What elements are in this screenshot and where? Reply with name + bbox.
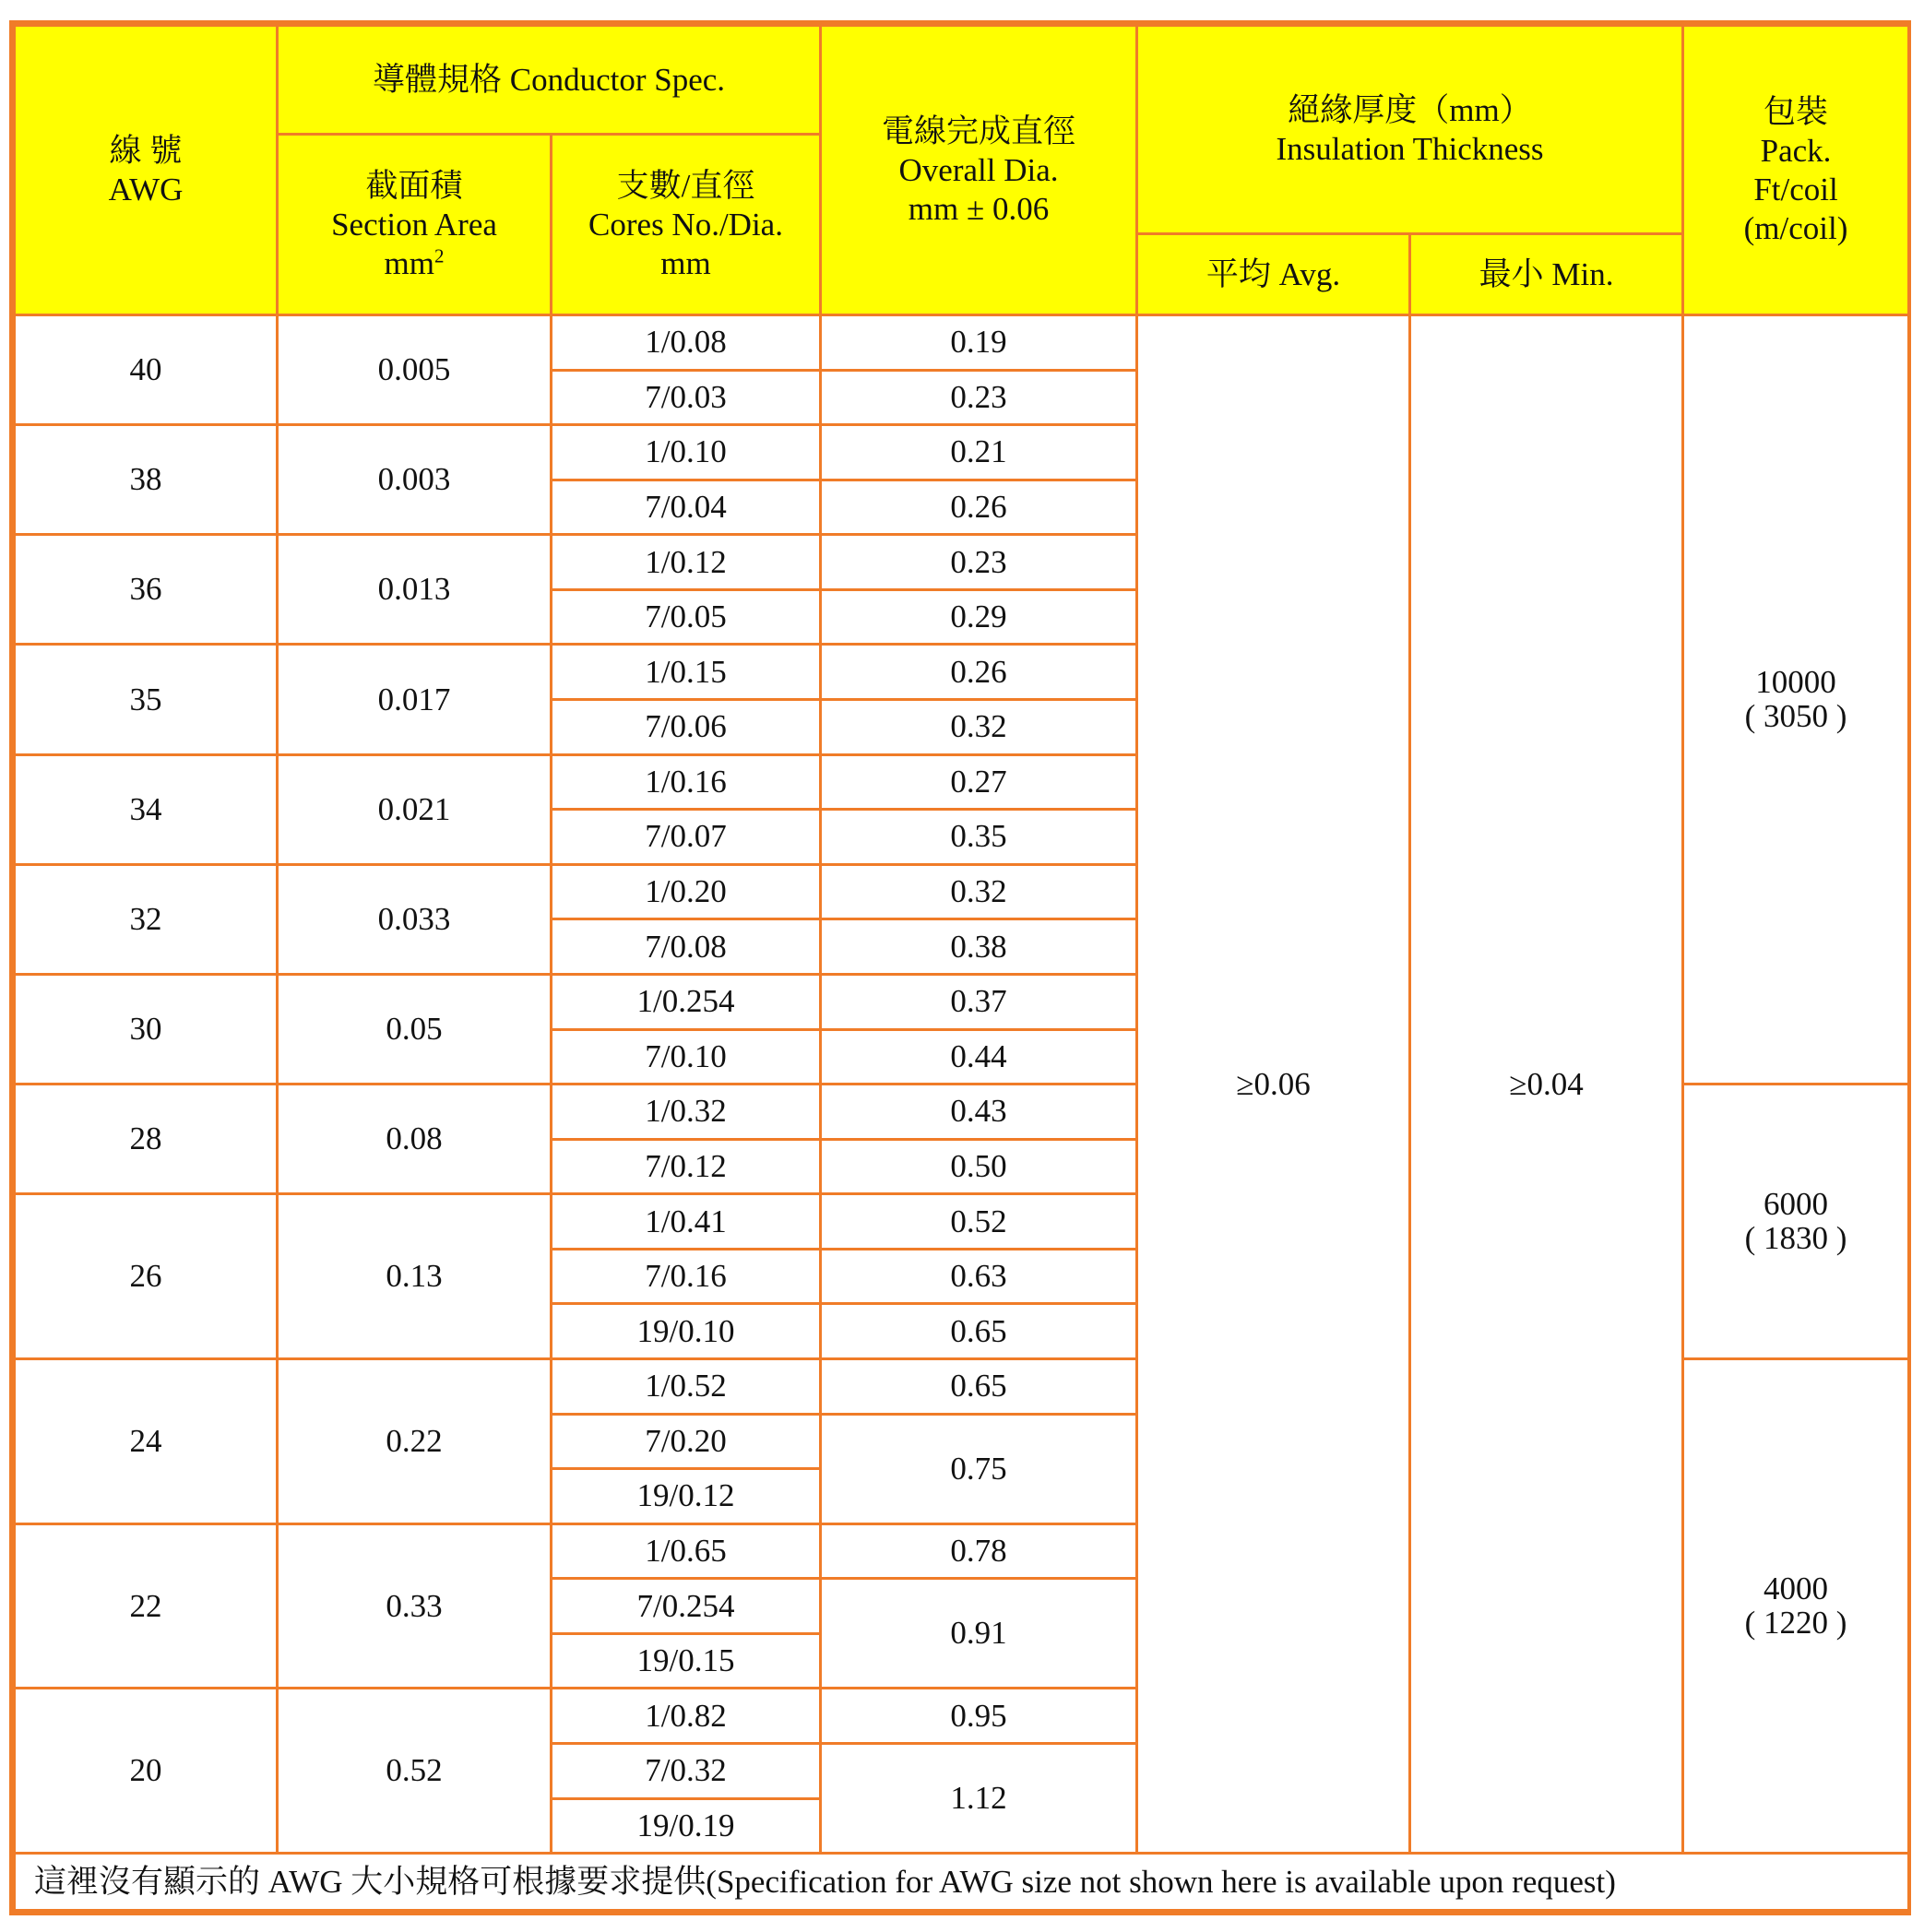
cores-cell: 7/0.05 xyxy=(552,589,821,645)
overall-dia-cell: 0.37 xyxy=(821,974,1137,1029)
cores-cell: 7/0.06 xyxy=(552,700,821,755)
cores-cell: 1/0.65 xyxy=(552,1523,821,1579)
awg-cell: 20 xyxy=(15,1689,278,1854)
cores-cell: 1/0.82 xyxy=(552,1689,821,1744)
cores-cell: 7/0.16 xyxy=(552,1249,821,1304)
section-area-cell: 0.05 xyxy=(278,974,552,1084)
cores-cell: 1/0.41 xyxy=(552,1194,821,1250)
awg-spec-table xyxy=(13,24,1910,1912)
awg-cell: 28 xyxy=(15,1085,278,1194)
section-area-cell: 0.13 xyxy=(278,1194,552,1359)
pack-cell: 10000 ( 3050 ) xyxy=(1683,315,1909,1085)
section-area-cell: 0.005 xyxy=(278,315,552,425)
overall-dia-cell: 0.52 xyxy=(821,1194,1137,1250)
cores-cell: 7/0.32 xyxy=(552,1744,821,1799)
cores-cell: 7/0.07 xyxy=(552,810,821,865)
cores-cell: 1/0.15 xyxy=(552,645,821,700)
cores-cell: 1/0.10 xyxy=(552,425,821,480)
overall-dia-cell: 0.32 xyxy=(821,864,1137,919)
section-area-cell: 0.22 xyxy=(278,1358,552,1523)
overall-dia-cell: 0.95 xyxy=(821,1689,1137,1744)
insulation-min-cell: ≥0.04 xyxy=(1410,315,1683,1854)
section-area-cell: 0.52 xyxy=(278,1689,552,1854)
header-awg: 線 號 AWG xyxy=(15,26,278,315)
overall-dia-cell: 0.26 xyxy=(821,645,1137,700)
header-pack: 包裝 Pack. Ft/coil (m/coil) xyxy=(1683,26,1909,315)
overall-dia-cell: 0.23 xyxy=(821,535,1137,590)
cores-cell: 7/0.08 xyxy=(552,919,821,975)
section-area-cell: 0.013 xyxy=(278,535,552,645)
awg-cell: 36 xyxy=(15,535,278,645)
overall-dia-cell: 0.26 xyxy=(821,480,1137,535)
section-area-cell: 0.003 xyxy=(278,425,552,535)
section-area-cell: 0.017 xyxy=(278,645,552,754)
cores-cell: 1/0.08 xyxy=(552,315,821,371)
cores-cell: 7/0.04 xyxy=(552,480,821,535)
cores-cell: 19/0.10 xyxy=(552,1304,821,1359)
overall-dia-cell: 0.19 xyxy=(821,315,1137,371)
cores-cell: 1/0.16 xyxy=(552,754,821,810)
overall-dia-cell: 0.78 xyxy=(821,1523,1137,1579)
overall-dia-cell: 0.23 xyxy=(821,370,1137,425)
awg-cell: 26 xyxy=(15,1194,278,1359)
cores-cell: 1/0.12 xyxy=(552,535,821,590)
overall-dia-cell: 0.65 xyxy=(821,1304,1137,1359)
overall-dia-cell: 0.50 xyxy=(821,1139,1137,1194)
awg-cell: 22 xyxy=(15,1523,278,1689)
header-insulation-avg: 平均 Avg. xyxy=(1137,234,1410,315)
overall-dia-cell: 0.44 xyxy=(821,1029,1137,1085)
overall-dia-cell: 0.29 xyxy=(821,589,1137,645)
cores-cell: 19/0.19 xyxy=(552,1798,821,1854)
cores-cell: 1/0.52 xyxy=(552,1358,821,1414)
overall-dia-cell: 0.32 xyxy=(821,700,1137,755)
cores-cell: 19/0.12 xyxy=(552,1469,821,1524)
cores-cell: 7/0.254 xyxy=(552,1579,821,1634)
header-conductor-spec: 導體規格 Conductor Spec. xyxy=(278,26,821,135)
header-overall-dia: 電線完成直徑 Overall Dia. mm ± 0.06 xyxy=(821,26,1137,315)
overall-dia-cell: 0.75 xyxy=(821,1414,1137,1523)
section-area-cell: 0.021 xyxy=(278,754,552,864)
header-insulation-min: 最小 Min. xyxy=(1410,234,1683,315)
section-area-cell: 0.08 xyxy=(278,1085,552,1194)
header-section-area: 截面積 Section Area $mm^2$ xyxy=(278,135,552,315)
cores-cell: 19/0.15 xyxy=(552,1633,821,1689)
overall-dia-cell: 0.35 xyxy=(821,810,1137,865)
pack-cell: 6000 ( 1830 ) xyxy=(1683,1085,1909,1359)
cores-cell: 1/0.254 xyxy=(552,974,821,1029)
awg-cell: 24 xyxy=(15,1358,278,1523)
awg-cell: 30 xyxy=(15,974,278,1084)
cores-cell: 1/0.20 xyxy=(552,864,821,919)
overall-dia-cell: 1.12 xyxy=(821,1744,1137,1854)
overall-dia-cell: 0.91 xyxy=(821,1579,1137,1689)
overall-dia-cell: 0.63 xyxy=(821,1249,1137,1304)
section-area-cell: 0.33 xyxy=(278,1523,552,1689)
awg-cell: 34 xyxy=(15,754,278,864)
insulation-avg-cell: ≥0.06 xyxy=(1137,315,1410,1854)
overall-dia-cell: 0.27 xyxy=(821,754,1137,810)
awg-cell: 35 xyxy=(15,645,278,754)
header-cores: 支數/直徑 Cores No./Dia. mm xyxy=(552,135,821,315)
overall-dia-cell: 0.43 xyxy=(821,1085,1137,1140)
awg-cell: 38 xyxy=(15,425,278,535)
cores-cell: 7/0.10 xyxy=(552,1029,821,1085)
cores-cell: 1/0.32 xyxy=(552,1085,821,1140)
header-insulation-thickness: 絕緣厚度（mm） Insulation Thickness xyxy=(1137,26,1683,234)
awg-cell: 32 xyxy=(15,864,278,974)
cores-cell: 7/0.03 xyxy=(552,370,821,425)
awg-cell: 40 xyxy=(15,315,278,425)
overall-dia-cell: 0.38 xyxy=(821,919,1137,975)
pack-cell: 4000 ( 1220 ) xyxy=(1683,1358,1909,1853)
overall-dia-cell: 0.21 xyxy=(821,425,1137,480)
section-area-cell: 0.033 xyxy=(278,864,552,974)
overall-dia-cell: 0.65 xyxy=(821,1358,1137,1414)
cores-cell: 7/0.12 xyxy=(552,1139,821,1194)
footnote: 這裡沒有顯示的 AWG 大小規格可根據要求提供(Specification for AWG size not shown here is available upon request) xyxy=(15,1854,1909,1911)
cores-cell: 7/0.20 xyxy=(552,1414,821,1469)
